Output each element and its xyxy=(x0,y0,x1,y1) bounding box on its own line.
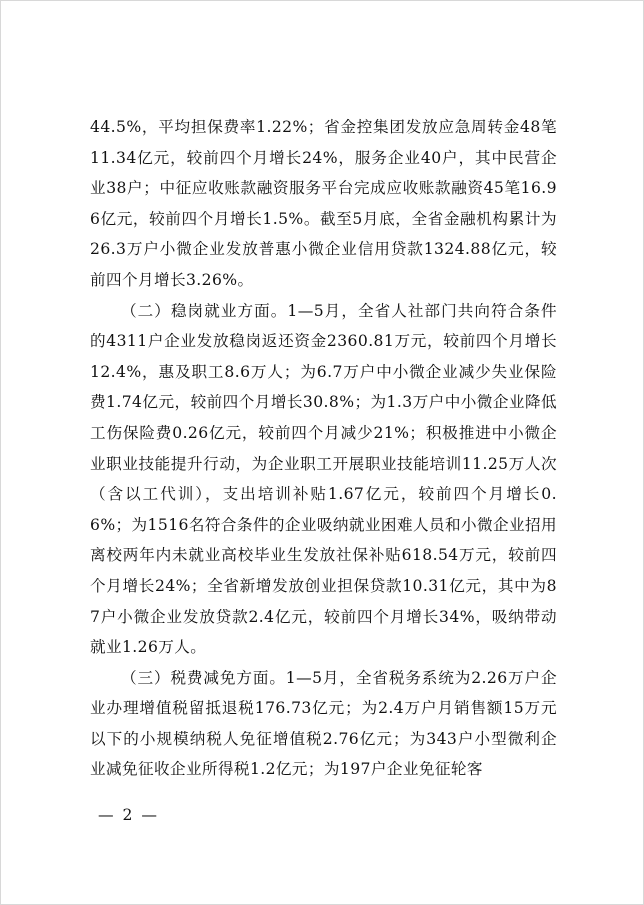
paragraph-employment: （二）稳岗就业方面。1—5月，全省人社部门共向符合条件的4311户企业发放稳岗返还资金2360.81万元，较前四个月增长12.4%，惠及职工8.6万人；为6.7万户中小微企业减少失业保险费1.74亿元，较前四个月增长30.8%；为1.3万户中小微企业降低工伤保险费0.26亿元，较前四个月减少21%；积极推进中小微企业职业技能提升行动，为企业职工开展职业技能培训11.25万人次（含以工代训），支出培训补贴1.67亿元，较前四个月增长0.6%；为1516名符合条件的企业吸纳就业困难人员和小微企业招用离校两年内未就业高校毕业生发放社保补贴618.54万元，较前四个月增长24%；全省新增发放创业担保贷款10.31亿元，其中为87户小微企业发放贷款2.4亿元，较前四个月增长34%，吸纳带动就业1.26万人。 xyxy=(90,301,557,657)
document-body xyxy=(90,112,557,785)
paragraph-tax-reduction: （三）税费减免方面。1—5月，全省税务系统为2.26万户企业办理增值税留抵退税176.73亿元；为2.4万户月销售额15万元以下的小规模纳税人免征增值税2.76亿元；为343户小型微利企业减免征收企业所得税1.2亿元；为197户企业免征轮客 xyxy=(90,668,557,779)
page-number: — 2 — xyxy=(98,806,160,824)
paragraph-continuation: 44.5%，平均担保费率1.22%；省金控集团发放应急周转金48笔11.34亿元，较前四个月增长24%，服务企业40户，其中民营企业38户；中征应收账款融资服务平台完成应收账款融资45笔16.96亿元，较前四个月增长1.5%。截至5月底，全省金融机构累计为26.3万户小微企业发放普惠小微企业信用贷款1324.88亿元，较前四个月增长3.26%。 xyxy=(90,118,557,289)
